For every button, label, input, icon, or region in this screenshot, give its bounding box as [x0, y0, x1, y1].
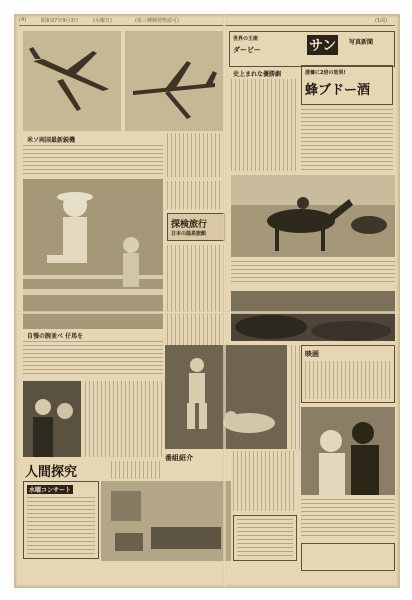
room-scene	[101, 481, 231, 561]
jet-article-text	[23, 145, 163, 175]
landscape-scene	[231, 291, 395, 341]
film-headline: 映画	[305, 350, 319, 358]
horse-race-photo	[231, 175, 395, 257]
wine-ad-small: 滋養に2倍の効果!	[305, 70, 346, 76]
jet-photo-right	[125, 31, 223, 131]
program-text	[233, 451, 297, 511]
wrestler-figures	[165, 345, 287, 449]
room-photo	[101, 481, 231, 561]
human-research-headline: 人間探究	[25, 465, 78, 480]
masthead-title: サン	[307, 35, 338, 55]
header-weekday: (水曜日)	[93, 18, 112, 24]
jet-photo-left	[23, 31, 121, 131]
page-number-left: (4)	[19, 17, 27, 23]
newspaper-page	[14, 14, 400, 588]
program-box-text	[237, 519, 293, 557]
jet-silhouette-right	[125, 31, 223, 131]
page-number-right: (1面)	[375, 18, 388, 24]
derby-article-text-2	[301, 109, 393, 171]
cowgirl-photo	[23, 179, 163, 329]
jet-caption: 米ソ両国最新鋭機	[27, 137, 76, 144]
couple-figures	[301, 407, 395, 495]
wrestling-photo	[165, 345, 287, 449]
horse-race-caption-text	[231, 261, 395, 285]
concert-text	[27, 497, 95, 555]
derby-headline: ダービー	[233, 46, 261, 54]
jet-article-text-vertical	[167, 133, 223, 177]
header-date: 昭和27年9月3日	[41, 18, 79, 24]
cowgirl-caption: 自慢の腕並べ 仔馬を	[27, 333, 84, 340]
horse-silhouette	[231, 175, 395, 257]
film-couple-photo	[301, 407, 395, 495]
masthead-tagline: 世界の王座	[233, 36, 259, 42]
wine-ad-big: 蜂ブドー酒	[305, 83, 371, 98]
people-photo	[23, 381, 81, 457]
header-extra: (第三種郵便物認可)	[135, 18, 179, 24]
horizontal-fold	[15, 311, 399, 314]
film-caption-text	[301, 499, 395, 539]
travel-sub: 日本の温泉旅館	[171, 231, 207, 237]
concert-label: 水曜コンサート	[29, 487, 72, 494]
derby-article-text	[231, 79, 297, 171]
header-rule	[19, 25, 395, 26]
program-headline: 番組紹介	[165, 454, 193, 462]
travel-headline: 探検旅行	[171, 220, 208, 230]
jet-silhouette-left	[23, 31, 121, 131]
vertical-fold	[223, 15, 226, 587]
people-article-text	[85, 381, 163, 457]
derby-sub: 史上まれな優勝劇	[233, 71, 282, 78]
middle-text-top	[167, 181, 223, 209]
cowgirl-figure	[23, 179, 163, 329]
film-article-text	[305, 361, 391, 399]
masthead-side: 写真新聞	[349, 39, 374, 46]
right-bottom-ad	[301, 543, 395, 571]
people-figures	[23, 381, 81, 457]
cowgirl-article-text	[23, 341, 163, 377]
landscape-photo	[231, 291, 395, 341]
human-research-text	[111, 461, 163, 479]
right-divider-text	[291, 345, 301, 449]
